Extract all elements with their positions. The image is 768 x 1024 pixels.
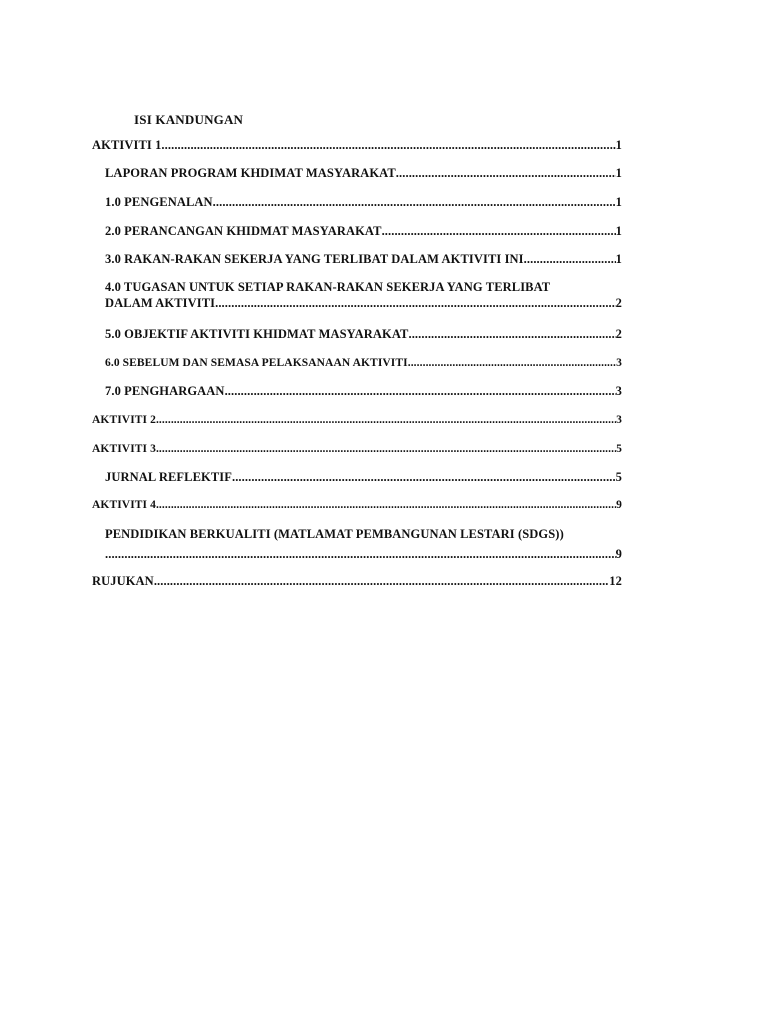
leader-dots	[105, 546, 616, 562]
toc-entry-page: 12	[609, 574, 622, 588]
leader-dots	[225, 383, 616, 399]
toc-entry-page: 2	[615, 327, 622, 341]
toc-entry-first-line: 4.0 TUGASAN UNTUK SETIAP RAKAN-RAKAN SEKERJA YANG TERLIBAT	[105, 280, 551, 294]
toc-entry-label: AKTIVITI 3	[92, 443, 156, 455]
toc-entry-page: 3	[615, 384, 622, 398]
toc-entry-aktiviti-2[interactable]	[92, 412, 622, 428]
leader-dots	[215, 295, 616, 311]
toc-entry-label: 2.0 PERANCANGAN KHIDMAT MASYARAKAT	[105, 224, 382, 238]
toc-entry-tugasan[interactable]	[105, 279, 622, 311]
leader-dots	[396, 165, 616, 181]
toc-entry-label: RUJUKAN	[92, 574, 154, 588]
toc-entry-label: JURNAL REFLEKTIF	[105, 470, 232, 484]
leader-dots	[154, 573, 609, 589]
toc-entry-objektif[interactable]	[105, 326, 622, 342]
toc-entry-page: 9	[616, 499, 622, 511]
leader-dots	[156, 441, 616, 457]
leader-dots	[161, 137, 615, 153]
toc-entry-rujukan[interactable]	[92, 573, 622, 589]
toc-entry-page: 1	[615, 195, 622, 209]
toc-entry-penghargaan[interactable]	[105, 383, 622, 399]
toc-entry-label: AKTIVITI 4	[92, 499, 156, 511]
toc-entry-page: 2	[615, 296, 622, 310]
toc-entry-aktiviti-1[interactable]	[92, 137, 622, 153]
toc-entry-sebelum-semasa[interactable]	[105, 355, 622, 371]
toc-entry-page: 1	[615, 252, 622, 266]
toc-entry-page: 5	[616, 443, 622, 455]
toc-entry-label: AKTIVITI 2	[92, 414, 156, 426]
leader-dots	[232, 469, 616, 485]
toc-entry-label: 1.0 PENGENALAN	[105, 195, 213, 209]
leader-dots	[524, 251, 616, 267]
toc-title: ISI KANDUNGAN	[134, 112, 244, 127]
toc-entry-page: 1	[615, 166, 622, 180]
toc-entry-page: 9	[615, 547, 622, 561]
leader-dots	[156, 497, 616, 513]
toc-entry-perancangan[interactable]	[105, 223, 622, 239]
toc-entry-pengenalan[interactable]	[105, 194, 622, 210]
toc-entry-page: 5	[615, 470, 622, 484]
leader-dots	[382, 223, 616, 239]
toc-entry-page: 3	[616, 357, 622, 369]
leader-dots	[408, 355, 616, 371]
toc-entry-aktiviti-4[interactable]	[92, 497, 622, 513]
leader-dots	[213, 194, 616, 210]
toc-entry-label: AKTIVITI 1	[92, 138, 162, 152]
toc-entry-first-line: PENDIDIKAN BERKUALITI (MATLAMAT PEMBANGUNAN LESTARI (SDGS))	[105, 527, 564, 541]
toc-entry-label: 6.0 SEBELUM DAN SEMASA PELAKSANAAN AKTIVITI	[105, 357, 408, 369]
toc-entry-rakan-rakan[interactable]	[105, 251, 622, 267]
toc-entry-jurnal-reflektif[interactable]	[105, 469, 622, 485]
leader-dots	[408, 326, 615, 342]
toc-entry-label: 3.0 RAKAN-RAKAN SEKERJA YANG TERLIBAT DALAM AKTIVITI INI	[105, 252, 524, 266]
toc-entry-pendidikan-berkualiti[interactable]	[105, 526, 622, 562]
toc-entry-laporan-program[interactable]	[105, 165, 622, 181]
toc-entry-page: 1	[615, 138, 622, 152]
toc-entry-page: 3	[616, 414, 622, 426]
toc-entry-aktiviti-3[interactable]	[92, 441, 622, 457]
toc-entry-label: 5.0 OBJEKTIF AKTIVITI KHIDMAT MASYARAKAT	[105, 327, 409, 341]
toc-entry-label: 7.0 PENGHARGAAN	[105, 384, 225, 398]
toc-entry-label: DALAM AKTIVITI	[105, 296, 216, 310]
toc-entry-page: 1	[615, 224, 622, 238]
leader-dots	[156, 412, 616, 428]
toc-entry-label: LAPORAN PROGRAM KHDIMAT MASYARAKAT	[105, 166, 396, 180]
